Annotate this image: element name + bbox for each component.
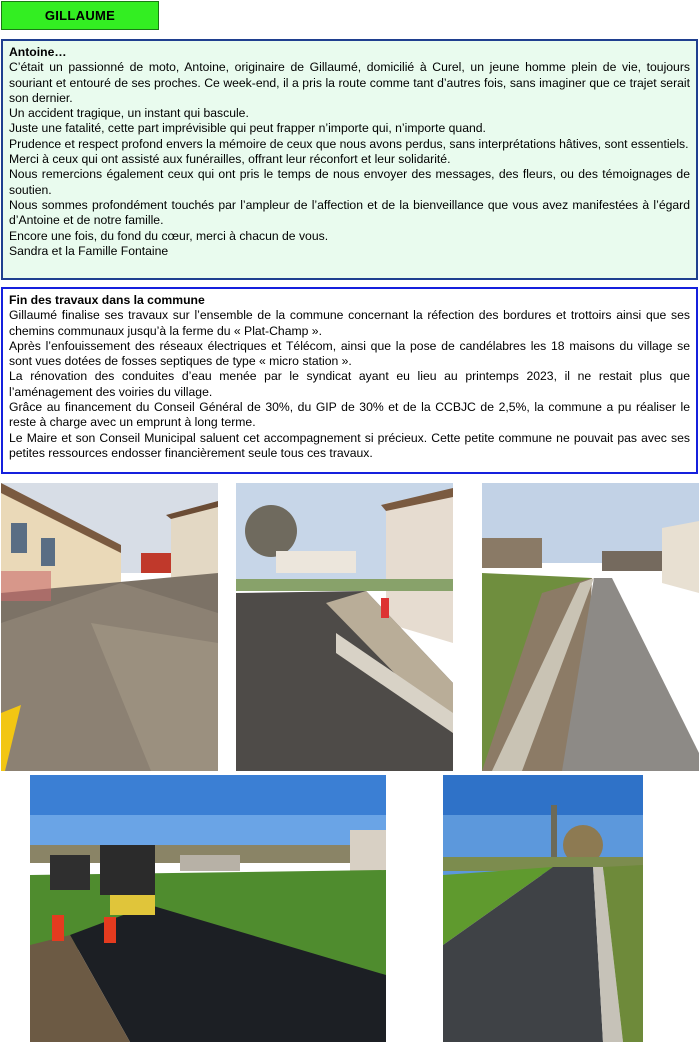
article-paragraph: Un accident tragique, un instant qui bascule. [9,106,249,121]
article-paragraph: Merci à ceux qui ont assisté aux funérailles, offrant leur réconfort et leur solidarité. [9,152,451,167]
photo-curb-works [236,483,453,771]
article-paragraph: Après l’enfouissement des réseaux électriques et Télécom, ainsi que la pose de candélabres les 18 maisons du village se sont vues dotées de fosses septiques de type « micro station ». [9,338,690,369]
article-antoine [1,39,698,280]
article-paragraph: Nous remercions également ceux qui ont pris le temps de nous envoyer des messages, des fleurs, ou des témoignages de soutien. [9,167,690,197]
photo-street-works-1 [1,483,218,771]
article-paragraph: Gillaumé finalise ses travaux sur l’ensemble de la commune concernant la réfection des bordures et trottoirs ainsi que ses chemins communaux jusqu’à la ferme du « Plat-Champ ». [9,308,690,338]
article-paragraph: Le Maire et son Conseil Municipal saluent cet accompagnement si précieux. Cette petite commune ne pouvait pas avec ses petites ressources endosser financièrement seule tous ces travaux. [9,430,690,460]
article-travaux [1,287,698,474]
article-signature: Sandra et la Famille Fontaine [9,243,169,258]
photo-new-curb [482,483,699,771]
article-paragraph: Juste une fatalité, cette part imprévisible qui peut frapper n’importe qui, n’importe quand. [9,121,486,136]
article-paragraph: Prudence et respect profond envers la mémoire de ceux que nous avons perdus, sans interprétations hâtives, sont essentiels. [9,136,689,151]
section-tag: GILLAUME [1,1,159,30]
article-title: Fin des travaux dans la commune [9,293,205,307]
article-paragraph: La rénovation des conduites d’eau menée par le syndicat ayant eu lieu au printemps 2023, il ne restait plus que l’aménagement des voiries du village. [9,369,690,399]
article-paragraph: C’était un passionné de moto, Antoine, originaire de Gillaumé, domicilié à Curel, un jeune homme plein de vie, toujours souriant et entouré de ses proches. Ce week-end, il a pris la route comme tant d’autres fois, sans imaginer que ce trajet serait son dernier. [9,60,690,105]
article-paragraph: Grâce au financement du Conseil Général de 30%, du GIP de 30% et de la CCBJC de 2,5%, la commune a pu réaliser le reste à charge avec un emprunt à long terme. [9,400,690,430]
photo-new-road [443,775,643,1042]
article-paragraph: Nous sommes profondément touchés par l’ampleur de l’affection et de la bienveillance que vous avez manifestées à l’égard d’Antoine et de notre famille. [9,197,690,228]
article-title: Antoine… [9,45,67,59]
photo-asphalt-paving [30,775,386,1042]
article-paragraph: Encore une fois, du fond du cœur, merci à chacun de vous. [9,228,329,243]
